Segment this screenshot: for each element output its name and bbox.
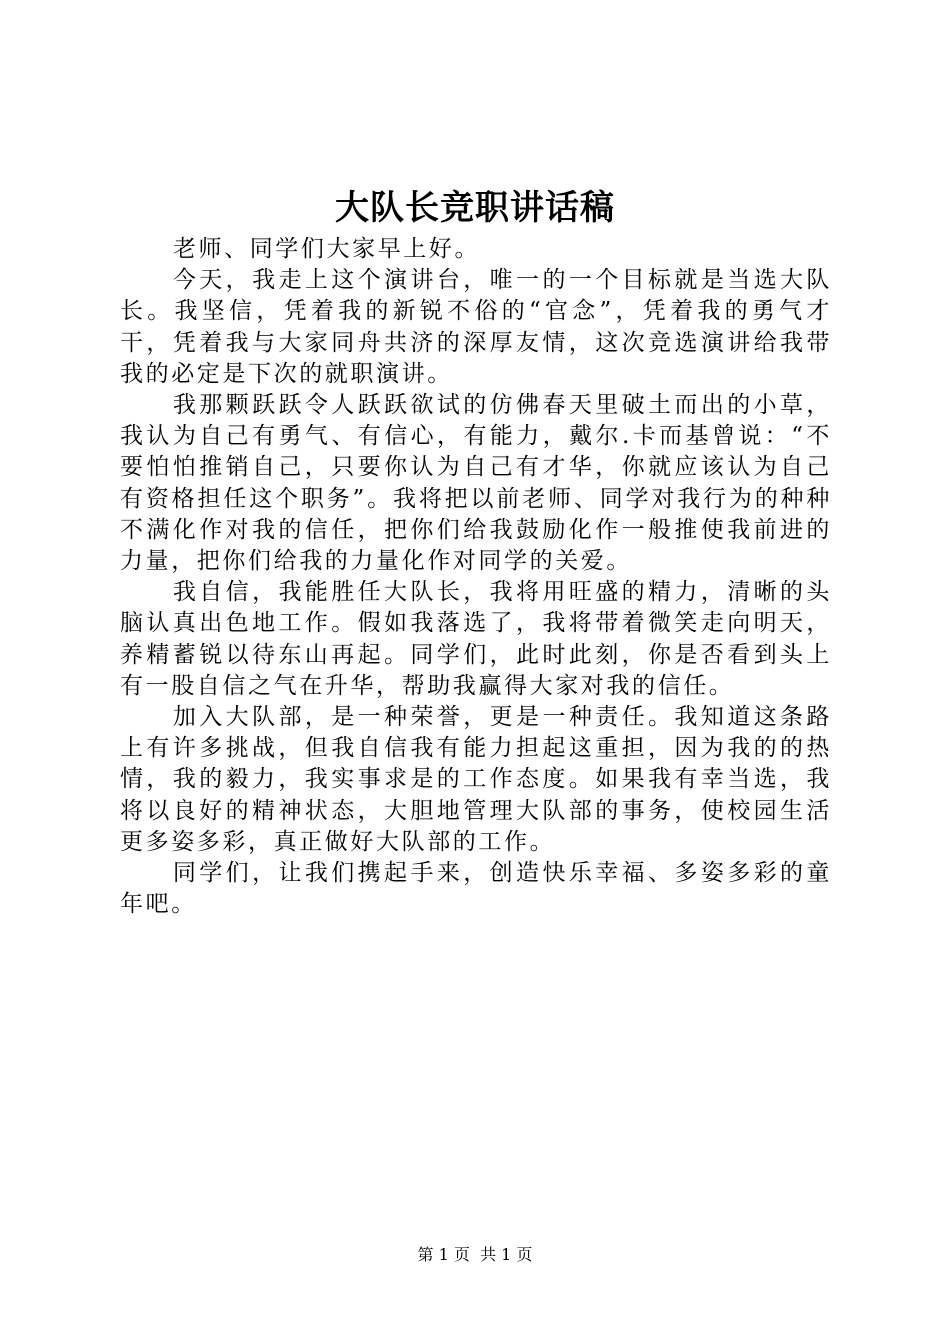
paragraph-goal: 今天，我走上这个演讲台，唯一的一个目标就是当选大队长。我坚信，凭着我的新锐不俗的“官念”，凭着我的勇气才干，凭着我与大家同舟共济的深厚友情，这次竞选演讲给我带我的必定是下次的就职演讲。 xyxy=(120,267,832,387)
document-body xyxy=(120,234,832,920)
paragraph-responsibility: 加入大队部，是一种荣誉，更是一种责任。我知道这条路上有许多挑战，但我自信我有能力担起这重担，因为我的的热情，我的毅力，我实事求是的工作态度。如果我有幸当选，我将以良好的精神状态，大胆地管理大队部的事务，使校园生活更多姿多彩，真正做好大队部的工作。 xyxy=(120,704,832,855)
page-footer: 第 1 页 共 1 页 xyxy=(417,1245,533,1264)
paragraph-closing: 同学们，让我们携起手来，创造快乐幸福、多姿多彩的童年吧。 xyxy=(120,860,832,918)
document-title: 大队长竞职讲话稿 xyxy=(335,188,615,228)
paragraph-confidence: 我那颗跃跃令人跃跃欲试的仿佛春天里破土而出的小草，我认为自己有勇气、有信心，有能力，戴尔.卡而基曾说：“不要怕怕推销自己，只要你认为自己有才华，你就应该认为自己有资格担任这个职务”。我将把以前老师、同学对我行为的种种不满化作对我的信任，把你们给我鼓励化作一般推使我前进的力量，把你们给我的力量化作对同学的关爱。 xyxy=(120,392,832,575)
paragraph-commitment: 我自信，我能胜任大队长，我将用旺盛的精力，清晰的头脑认真出色地工作。假如我落选了，我将带着微笑走向明天，养精蓄锐以待东山再起。同学们，此时此刻，你是否看到头上有一股自信之气在升华，帮助我赢得大家对我的信任。 xyxy=(120,579,832,699)
paragraph-greeting: 老师、同学们大家早上好。 xyxy=(172,236,481,262)
